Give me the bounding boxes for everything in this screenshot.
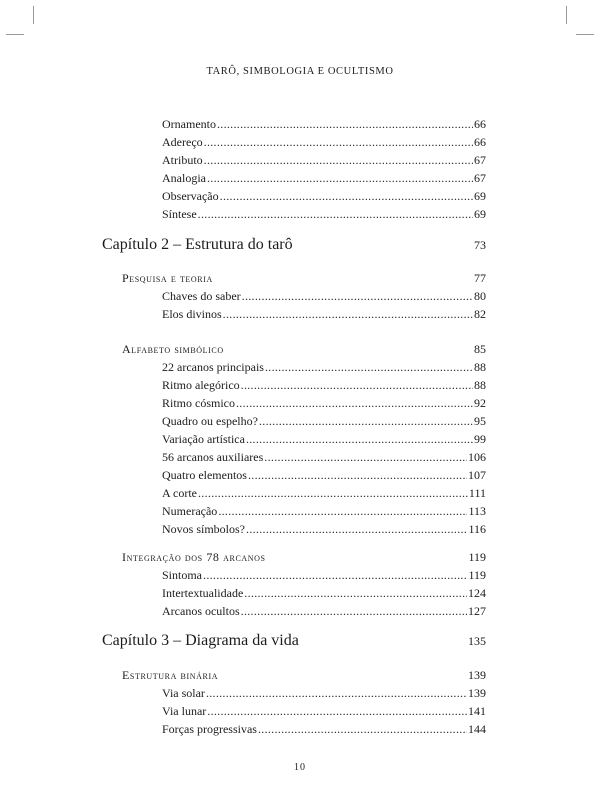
toc-entry-page: 77 [474,271,486,285]
toc-entry [162,414,486,429]
toc-entry [162,360,486,375]
toc-entry-page: 66 [474,117,486,131]
toc-entry [162,722,486,737]
toc-entry [162,604,486,619]
toc-entry-title: Numeração [162,504,218,518]
toc-entry-title: Elos divinos [162,307,222,321]
toc-entry-page: 66 [474,135,486,149]
dot-leader [265,360,473,375]
toc-chapter [102,236,486,254]
toc-entry-title: Quadro ou espelho? [162,414,258,428]
dot-leader [242,289,473,304]
dot-leader [206,686,467,701]
toc-entry [162,307,486,322]
toc-entry [162,153,486,168]
toc-section [122,271,486,286]
page-number: 10 [294,762,306,773]
toc-entry [162,432,486,447]
dot-leader [246,522,467,537]
toc-entry-page: 135 [468,634,486,648]
toc-entry-page: 82 [474,307,486,321]
toc-entry-page: 92 [474,396,486,410]
toc-entry-title: Pesquisa e teoria [122,271,213,285]
dot-leader [223,307,473,322]
toc-entry-title: Quatro elementos [162,468,247,482]
toc-chapter [102,632,486,650]
toc-entry-page: 80 [474,289,486,303]
dot-leader [236,396,473,411]
toc-entry [162,135,486,150]
toc-entry-title: Capítulo 3 – Diagrama da vida [102,632,299,649]
toc-entry [162,504,486,519]
toc-entry-page: 119 [468,550,486,564]
dot-leader [258,722,467,737]
toc-entry [162,568,486,583]
dot-leader [207,704,467,719]
toc-entry-page: 139 [468,668,486,682]
dot-leader [198,207,473,222]
toc-entry [162,207,486,222]
toc-entry-title: Ritmo alegórico [162,378,240,392]
toc-entry [162,704,486,719]
toc-entry-title: Variação artística [162,432,245,446]
toc-entry [162,396,486,411]
dot-leader [203,568,467,583]
dot-leader [259,414,473,429]
toc-entry-page: 107 [468,468,486,482]
toc-entry-title: Ritmo cósmico [162,396,235,410]
toc-entry-title: Integração dos 78 arcanos [122,550,266,564]
dot-leader [217,117,473,132]
toc-entry-title: Atributo [162,153,203,167]
toc-section [122,668,486,683]
toc-entry-title: Novos símbolos? [162,522,246,536]
toc-entry [162,586,486,601]
toc-entry-page: 113 [468,504,486,518]
running-head: TARÔ, SIMBOLOGIA E OCULTISMO [206,66,394,77]
toc-entry-page: 124 [468,586,486,600]
toc-entry-page: 127 [468,604,486,618]
dot-leader [207,171,473,186]
toc-entry [162,468,486,483]
toc-entry-title: Arcanos ocultos [162,604,240,618]
toc-entry-page: 144 [468,722,486,736]
toc-entry-title: Intertextualidade [162,586,244,600]
toc-entry-page: 106 [468,450,486,464]
toc-entry [162,117,486,132]
toc-entry-title: Capítulo 2 – Estrutura do tarô [102,236,293,253]
toc-entry-page: 67 [474,171,486,185]
toc-entry-title: Estrutura binária [122,668,219,682]
toc-entry-page: 69 [474,207,486,221]
toc-entry [162,450,486,465]
toc-entry [162,522,486,537]
toc-entry-title: Sintoma [162,568,203,582]
toc-entry-title: Observação [162,189,219,203]
dot-leader [204,135,473,150]
toc-entry-title: 22 arcanos principais [162,360,264,374]
toc-entry [162,686,486,701]
toc-entry-page: 88 [474,378,486,392]
toc-entry-title: Chaves do saber [162,289,241,303]
toc-entry-title: Analogia [162,171,206,185]
toc-entry-page: 119 [468,568,486,582]
toc-entry-title: Síntese [162,207,197,221]
toc-entry-title: Ornamento [162,117,216,131]
toc-entry-title: A corte [162,486,197,500]
toc-entry-page: 85 [474,342,486,356]
toc-entry-title: Forças progressivas [162,722,257,736]
toc-entry-title: Alfabeto simbólico [122,342,224,356]
toc-entry-page: 88 [474,360,486,374]
toc-entry-title: 56 arcanos auxiliares [162,450,264,464]
dot-leader [198,486,468,501]
toc-entry-page: 69 [474,189,486,203]
toc-entry-page: 139 [468,686,486,700]
toc-entry [162,171,486,186]
toc-entry-title: Via lunar [162,704,207,718]
toc-entry-page: 116 [468,522,486,536]
dot-leader [220,189,473,204]
toc-entry [162,378,486,393]
toc-entry [162,486,486,501]
dot-leader [244,586,467,601]
toc-entry-page: 99 [474,432,486,446]
dot-leader [248,468,467,483]
toc-entry-title: Adereço [162,135,203,149]
dot-leader [218,504,467,519]
toc-entry-title: Via solar [162,686,205,700]
toc-entry-page: 141 [468,704,486,718]
toc-section [122,550,486,565]
toc-entry-page: 67 [474,153,486,167]
dot-leader [246,432,473,447]
toc-section [122,342,486,357]
dot-leader [264,450,467,465]
dot-leader [204,153,473,168]
toc-entry [162,289,486,304]
dot-leader [241,604,467,619]
toc-entry-page: 95 [474,414,486,428]
toc-entry-page: 73 [474,238,486,252]
dot-leader [241,378,473,393]
toc-entry-page: 111 [468,486,486,500]
toc-entry [162,189,486,204]
